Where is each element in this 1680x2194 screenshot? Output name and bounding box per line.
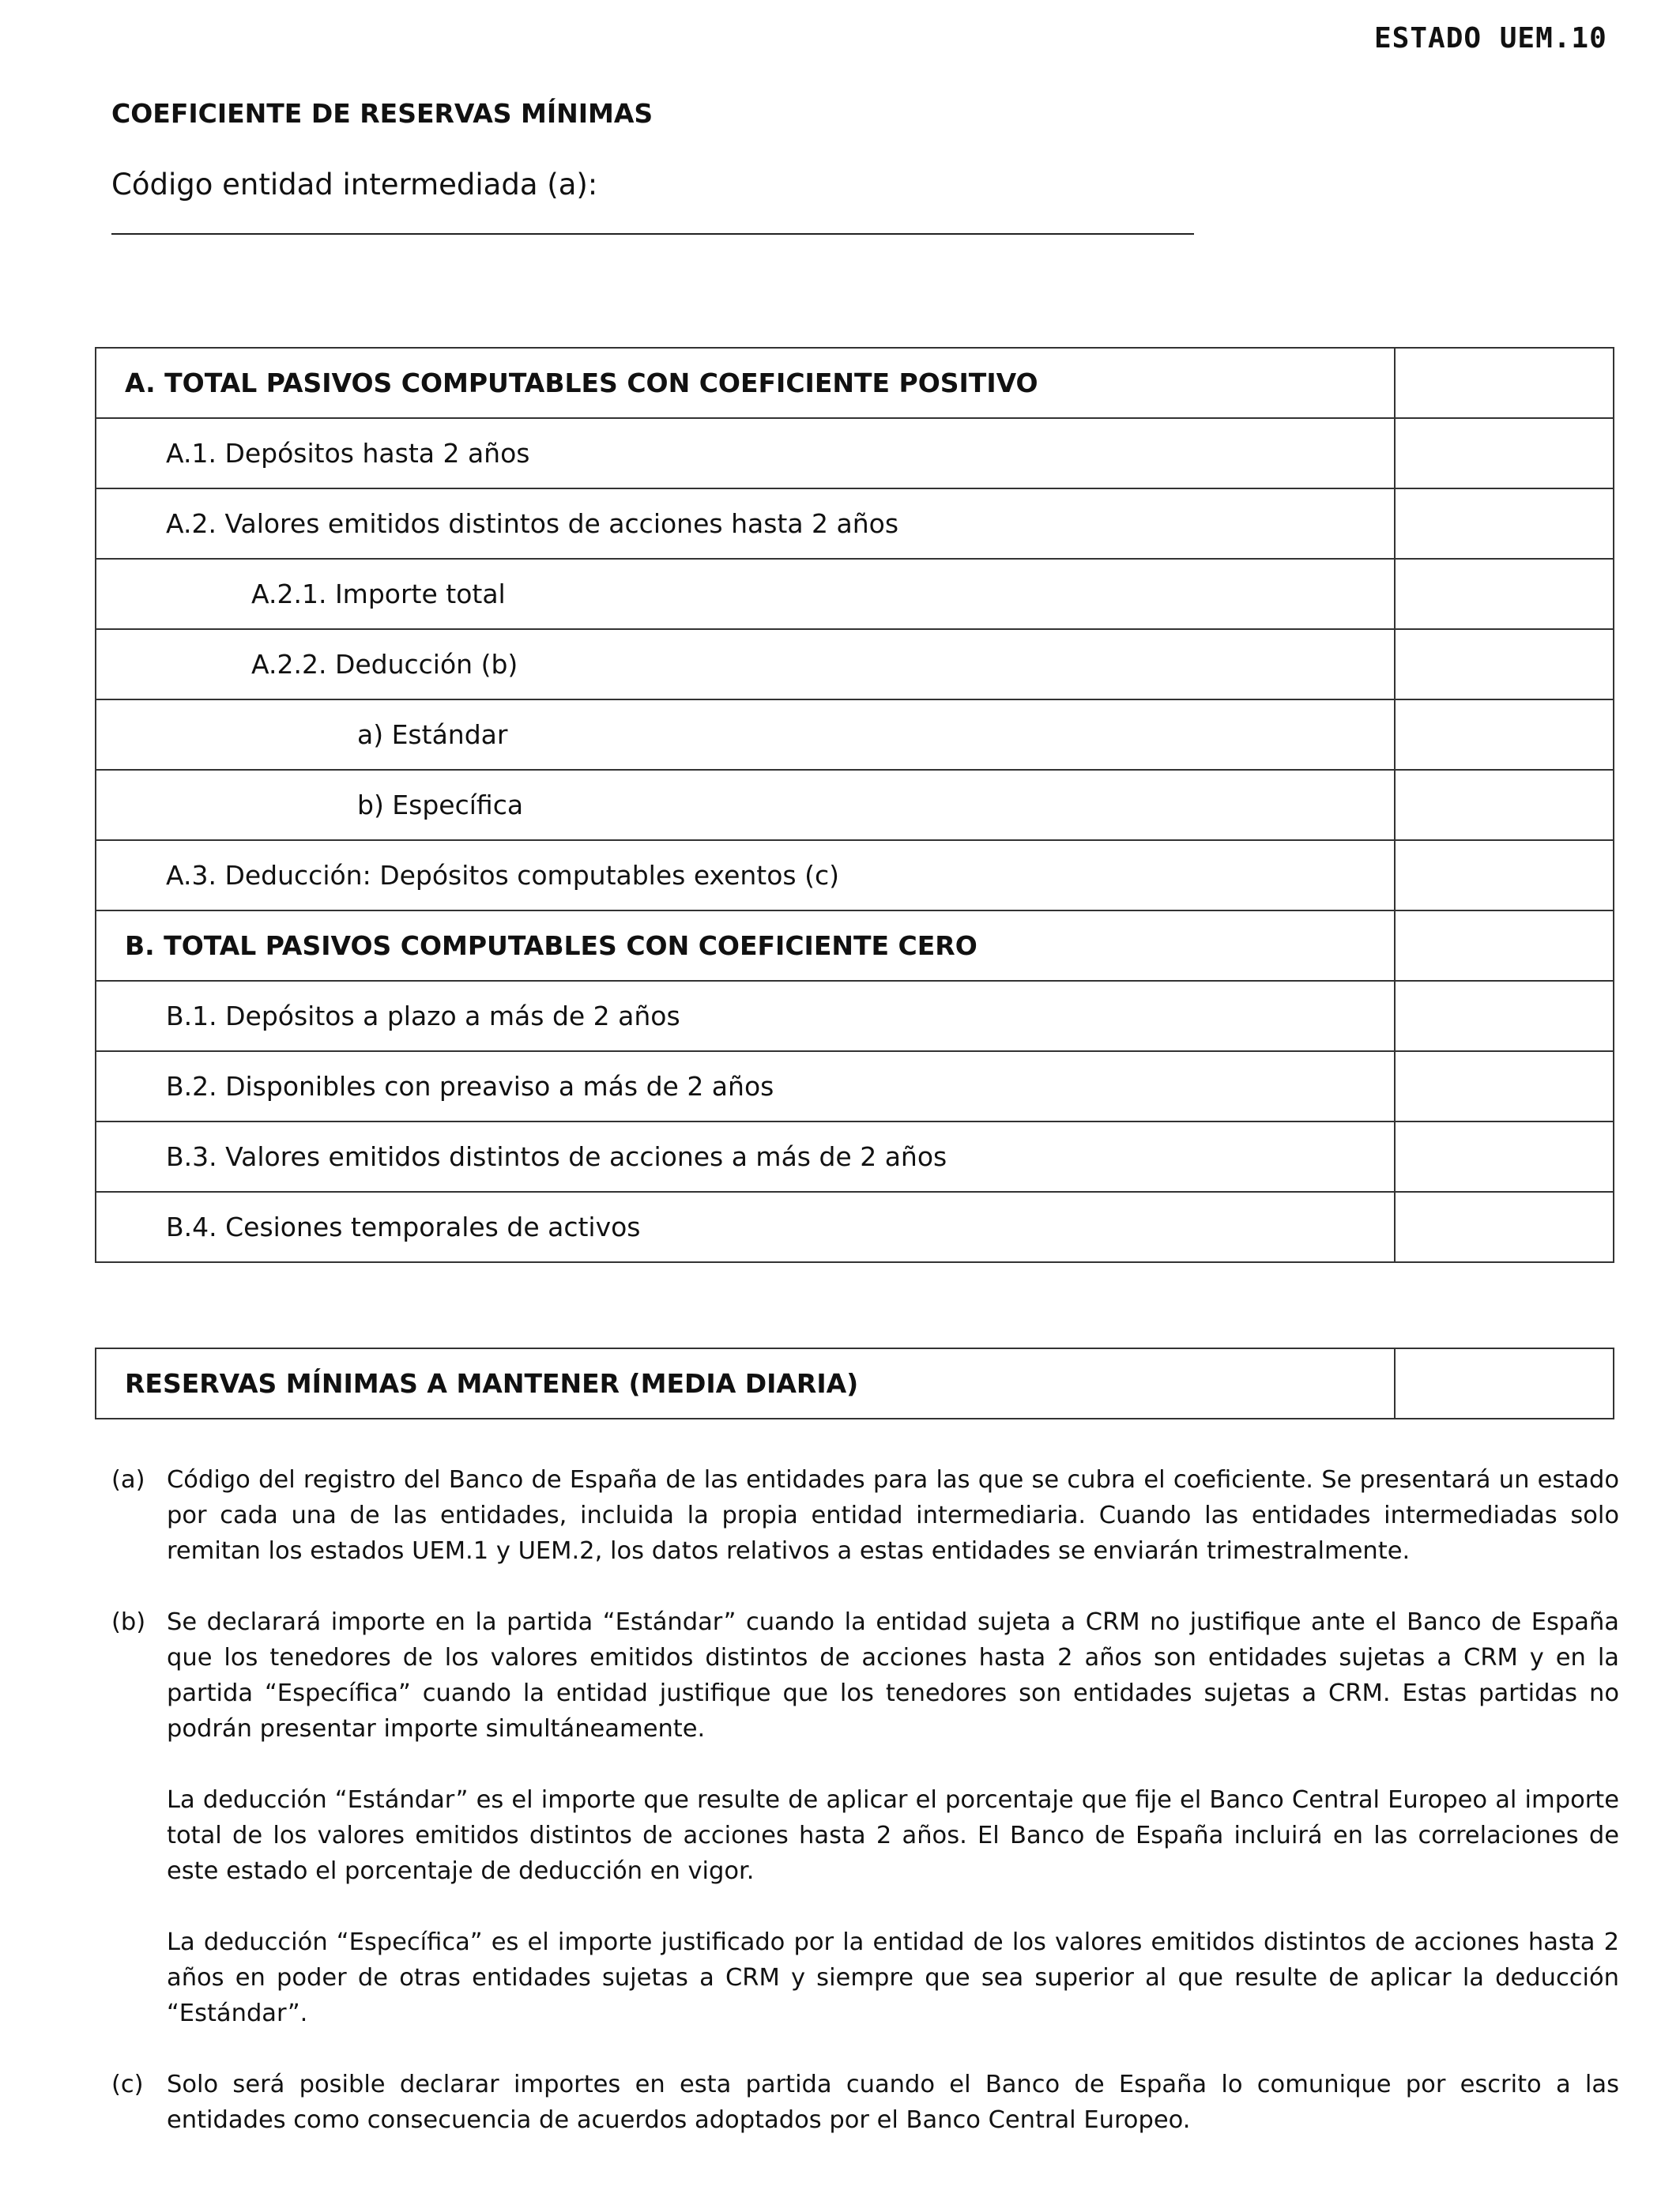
- row-value-b[interactable]: [1395, 910, 1614, 981]
- row-label-a21: A.2.1. Importe total: [96, 559, 1395, 629]
- row-value-a2[interactable]: [1395, 488, 1614, 559]
- footnote-b: [111, 1604, 1619, 2031]
- row-label-b: B. TOTAL PASIVOS COMPUTABLES CON COEFICIENTE CERO: [96, 910, 1395, 981]
- table-row: [96, 1348, 1614, 1419]
- footnote-c-marker: (c): [111, 2071, 144, 2098]
- table-row: [96, 840, 1614, 910]
- table-row: [96, 1192, 1614, 1262]
- row-value-b3[interactable]: [1395, 1122, 1614, 1192]
- row-value-b1[interactable]: [1395, 981, 1614, 1051]
- row-label-especifica: b) Específica: [96, 770, 1395, 840]
- row-value-a[interactable]: [1395, 348, 1614, 418]
- row-value-especifica[interactable]: [1395, 770, 1614, 840]
- footnote-a-marker: (a): [111, 1466, 145, 1494]
- row-label-estandar: a) Estándar: [96, 699, 1395, 770]
- table-row: [96, 770, 1614, 840]
- row-value-a3[interactable]: [1395, 840, 1614, 910]
- table-row: [96, 910, 1614, 981]
- row-label-a: A. TOTAL PASIVOS COMPUTABLES CON COEFICIENTE POSITIVO: [96, 348, 1395, 418]
- reserves-value[interactable]: [1395, 1348, 1614, 1419]
- footnote-c: [111, 2067, 1619, 2138]
- entity-code-label: Código entidad intermediada (a):: [111, 168, 598, 202]
- footnotes: [111, 1462, 1619, 2173]
- table-row: [96, 629, 1614, 699]
- row-label-a22: A.2.2. Deducción (b): [96, 629, 1395, 699]
- table-row: [96, 348, 1614, 418]
- liabilities-table: [95, 347, 1614, 1263]
- table-row: [96, 981, 1614, 1051]
- table-row: [96, 418, 1614, 488]
- footnote-b-paragraph-2: La deducción “Estándar” es el importe que resulte de aplicar el porcentaje que fije el Banco Central Europeo al importe total de los valores emitidos distintos de acciones hasta 2 años. El Banco de España incluirá en las correlaciones de este estado el porcentaje de deducción en vigor.: [167, 1786, 1619, 1885]
- footnote-c-text: Solo será posible declarar importes en esta partida cuando el Banco de España lo comunique por escrito a las entidades como consecuencia de acuerdos adoptados por el Banco Central Europeo.: [167, 2071, 1619, 2134]
- row-label-b4: B.4. Cesiones temporales de activos: [96, 1192, 1395, 1262]
- footnote-b-marker: (b): [111, 1608, 146, 1636]
- row-label-a3: A.3. Deducción: Depósitos computables exentos (c): [96, 840, 1395, 910]
- table-row: [96, 699, 1614, 770]
- row-label-a1: A.1. Depósitos hasta 2 años: [96, 418, 1395, 488]
- entity-code-field[interactable]: [111, 233, 1194, 235]
- row-label-b1: B.1. Depósitos a plazo a más de 2 años: [96, 981, 1395, 1051]
- footnote-a: [111, 1462, 1619, 1569]
- row-label-b2: B.2. Disponibles con preaviso a más de 2 años: [96, 1051, 1395, 1122]
- footnote-b-paragraph-3: La deducción “Específica” es el importe justificado por la entidad de los valores emitidos distintos de acciones hasta 2 años en poder de otras entidades sujetas a CRM y siempre que sea superior al que resulte de aplicar la deducción “Estándar”.: [167, 1928, 1619, 2027]
- row-value-estandar[interactable]: [1395, 699, 1614, 770]
- row-value-a21[interactable]: [1395, 559, 1614, 629]
- row-value-b4[interactable]: [1395, 1192, 1614, 1262]
- row-value-a1[interactable]: [1395, 418, 1614, 488]
- footnote-b-paragraph-1: Se declarará importe en la partida “Estándar” cuando la entidad sujeta a CRM no justifique ante el Banco de España que los tenedores de los valores emitidos distintos de acciones hasta 2 años son entidades sujetas a CRM y en la partida “Específica” cuando la entidad justifique que los tenedores son entidades sujetas a CRM. Estas partidas no podrán presentar importe simultáneamente.: [167, 1608, 1619, 1743]
- table-row: [96, 488, 1614, 559]
- reserves-table: [95, 1348, 1614, 1419]
- row-label-b3: B.3. Valores emitidos distintos de acciones a más de 2 años: [96, 1122, 1395, 1192]
- row-value-a22[interactable]: [1395, 629, 1614, 699]
- footnote-a-text: Código del registro del Banco de España de las entidades para las que se cubra el coeficiente. Se presentará un estado por cada una de las entidades, incluida la propia entidad intermediaria. Cuando las entidades intermediadas solo remitan los estados UEM.1 y UEM.2, los datos relativos a estas entidades se enviarán trimestralmente.: [167, 1466, 1619, 1565]
- row-label-a2: A.2. Valores emitidos distintos de acciones hasta 2 años: [96, 488, 1395, 559]
- row-value-b2[interactable]: [1395, 1051, 1614, 1122]
- table-row: [96, 1122, 1614, 1192]
- reserves-label: RESERVAS MÍNIMAS A MANTENER (MEDIA DIARIA): [96, 1348, 1395, 1419]
- table-row: [96, 1051, 1614, 1122]
- page-title: COEFICIENTE DE RESERVAS MÍNIMAS: [111, 98, 654, 129]
- form-code: ESTADO UEM.10: [1374, 22, 1607, 55]
- table-row: [96, 559, 1614, 629]
